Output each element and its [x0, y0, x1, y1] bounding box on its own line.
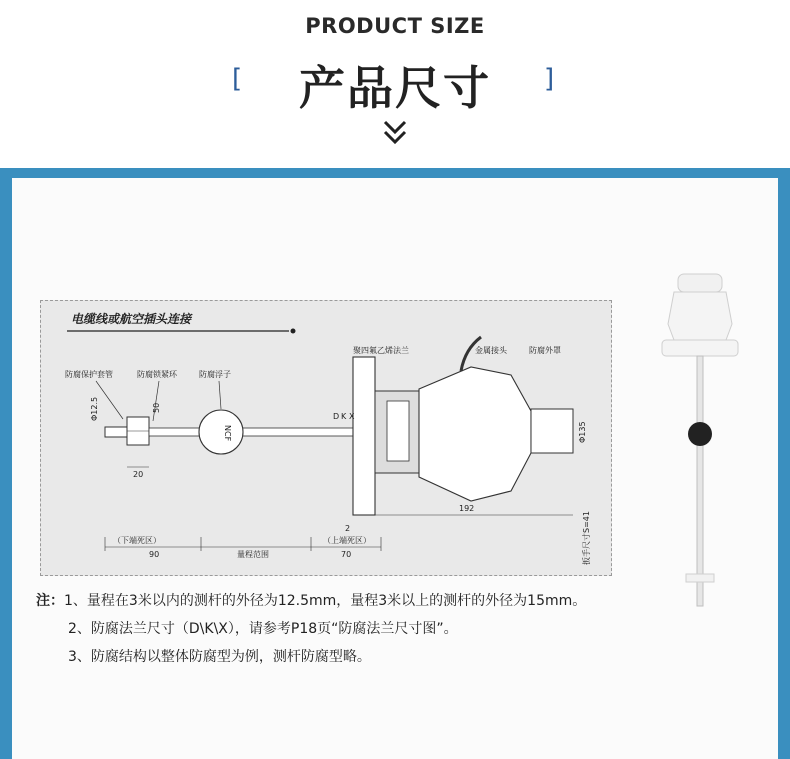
label-outer-cover: 防腐外罩 — [529, 346, 561, 355]
label-lock-ring: 防腐锁紧环 — [137, 370, 177, 379]
header — [0, 0, 790, 168]
dim-K: K — [341, 412, 347, 421]
left-bracket: [ — [232, 64, 243, 94]
dimension-drawing — [40, 300, 612, 576]
dim-phi12-5: Φ12.5 — [90, 396, 99, 421]
label-float-ball: 防腐浮子 — [199, 370, 231, 379]
drawing-svg — [41, 301, 611, 575]
label-metal-joint: 金属接头 — [475, 346, 507, 355]
drawing-caption: 电缆线或航空插头连接 — [71, 312, 192, 326]
panel-inner — [12, 178, 778, 759]
label-upper-dead: （上端死区） — [323, 536, 371, 545]
dim-70: 70 — [341, 550, 352, 559]
dim-phi135: Φ135 — [578, 421, 587, 443]
label-range: 量程范围 — [237, 550, 269, 559]
note-prefix: 注： — [36, 593, 64, 609]
right-bracket: ] — [544, 64, 555, 94]
note-1-text: 1、量程在3米以内的测杆的外径为12.5mm，量程3米以上的测杆的外径为15mm。 — [64, 593, 587, 609]
label-lower-dead: （下端死区） — [113, 536, 161, 545]
label-ptfe-flange: 聚四氟乙烯法兰 — [353, 346, 409, 355]
ncf-label: NCF — [223, 425, 232, 442]
dim-X: X — [349, 412, 355, 421]
note-1 — [36, 590, 586, 610]
label-protect-sleeve: 防腐保护套管 — [65, 370, 113, 379]
dim-50: 50 — [152, 402, 161, 413]
dim-90: 90 — [149, 550, 160, 559]
double-chevron-down-icon — [380, 118, 410, 148]
dim-2: 2 — [345, 524, 351, 533]
page-title: 产品尺寸 — [299, 61, 491, 115]
product-size-subtitle: PRODUCT SIZE — [305, 14, 485, 38]
dim-D: D — [333, 412, 340, 421]
note-2: 2、防腐法兰尺寸（D\K\X），请参考P18页“防腐法兰尺寸图”。 — [68, 621, 458, 637]
caption-dot — [291, 329, 296, 334]
dim-20: 20 — [133, 470, 144, 479]
product-panel — [0, 168, 790, 759]
note-3: 3、防腐结构以整体防腐型为例，测杆防腐型略。 — [68, 649, 371, 665]
label-wrench-size: 扳手尺寸S=41 — [582, 511, 591, 565]
dim-192: 192 — [459, 504, 475, 513]
product-photo — [652, 268, 752, 628]
